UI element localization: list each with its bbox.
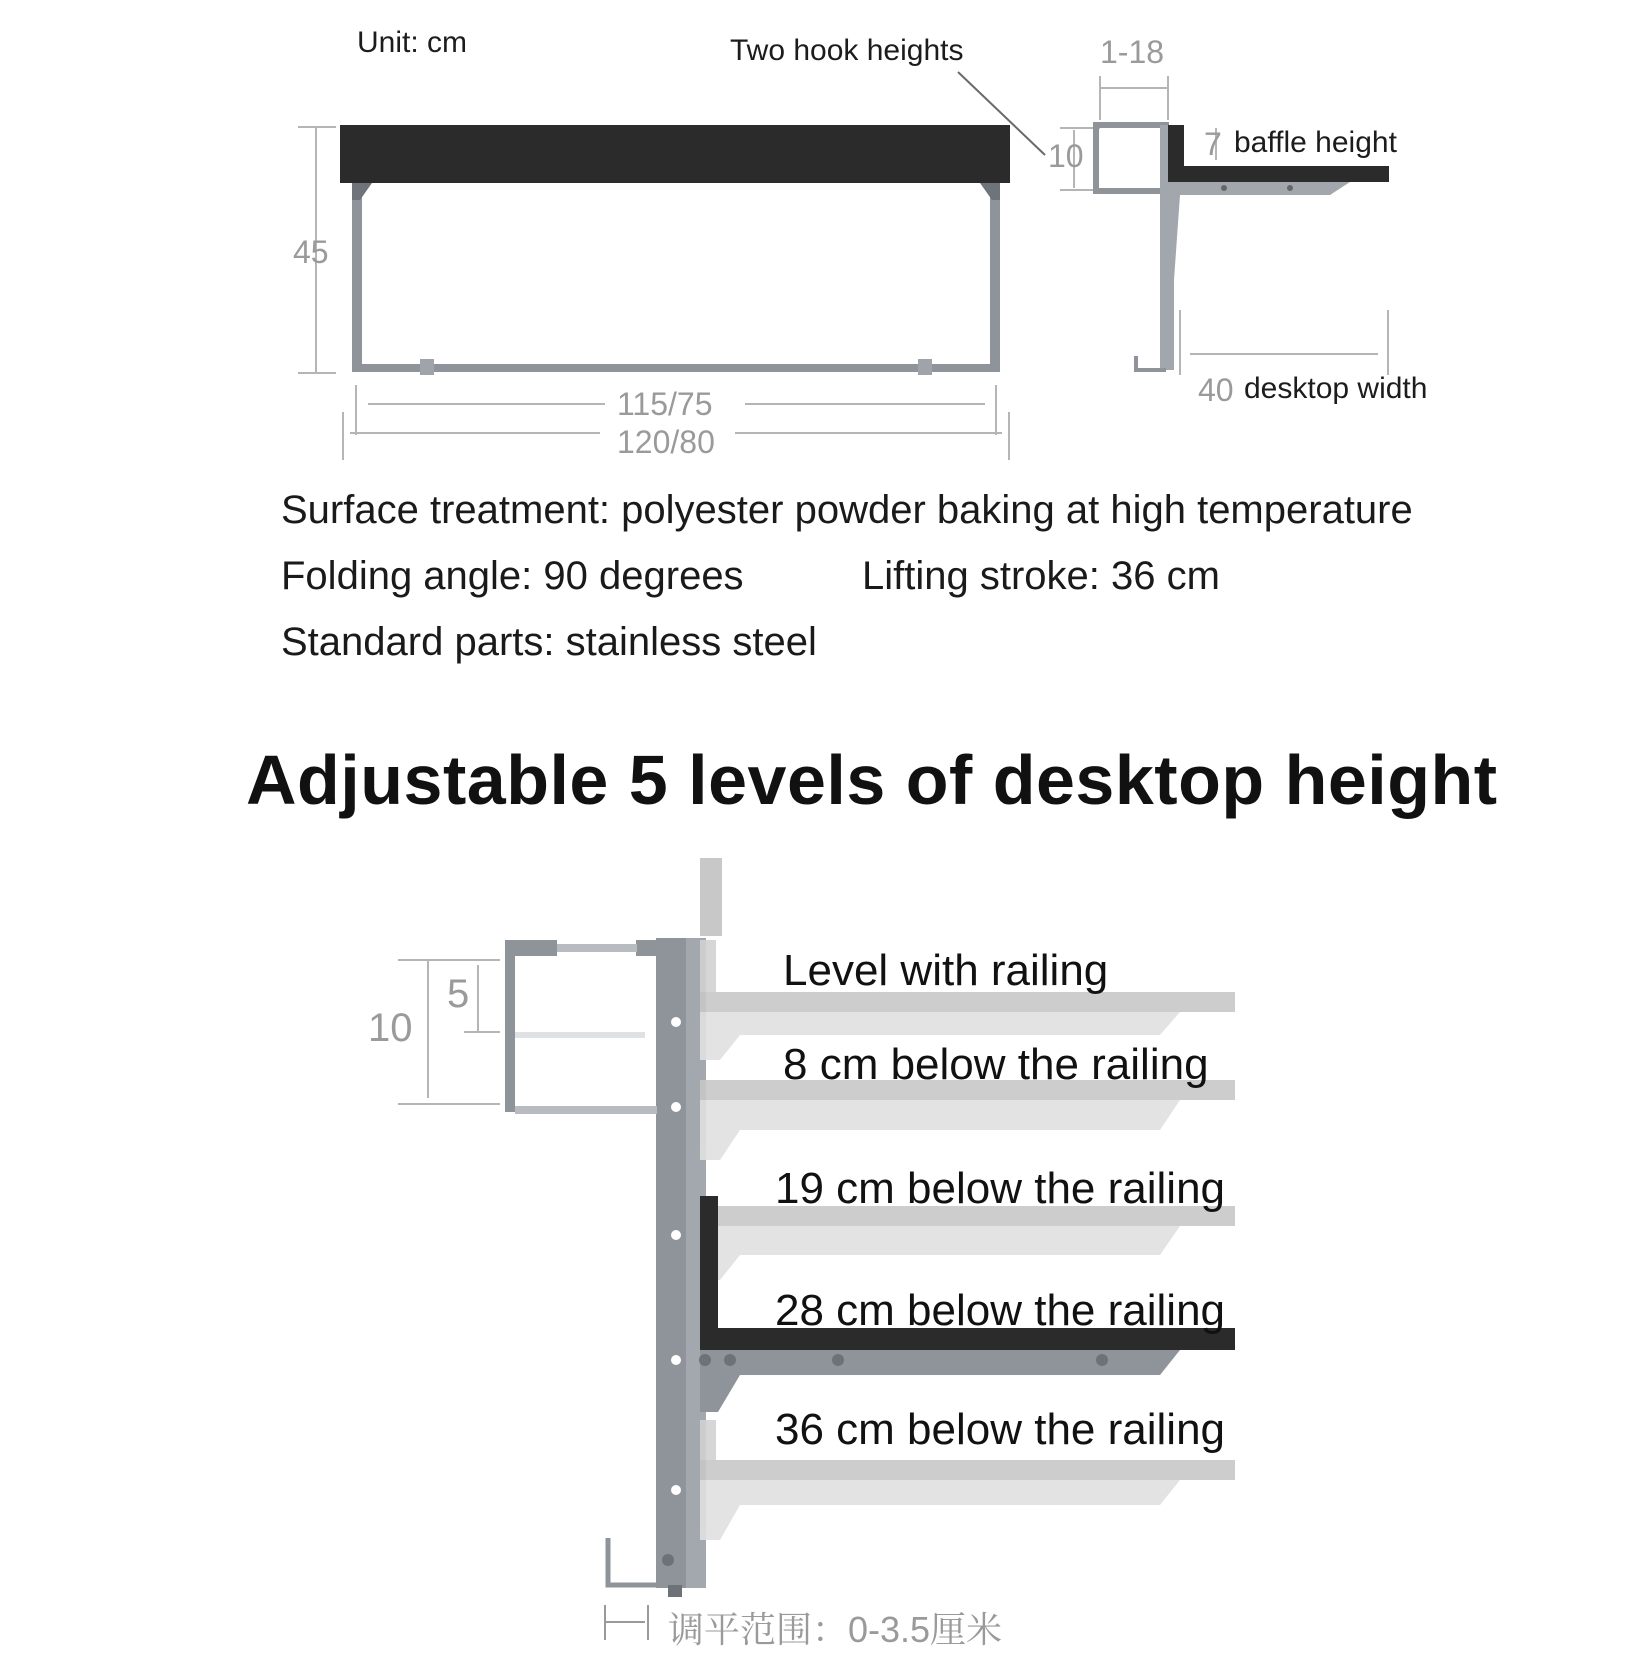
front-left-bracket xyxy=(352,183,362,368)
railing-hook-top-right xyxy=(636,940,658,956)
desk-level-3-bracket xyxy=(700,1226,1180,1280)
main-upright xyxy=(656,938,686,1588)
desk-level-5-baffle xyxy=(700,1420,716,1460)
desk-level-4-baffle xyxy=(700,1196,718,1328)
desk-level-2-bracket xyxy=(700,1100,1180,1160)
leveling-range-note: 调平范围：0-3.5厘米 xyxy=(668,1609,1003,1650)
surface-treatment-spec: Surface treatment: polyester powder baking at high temperature xyxy=(281,488,1413,532)
baffle-height-value: 7 xyxy=(1204,126,1222,162)
hook-height-value: 10 xyxy=(1048,138,1084,174)
upright-hole xyxy=(671,1230,681,1240)
desktop-width-value: 40 xyxy=(1198,372,1234,408)
ghost-upright-extension xyxy=(700,858,722,936)
desk-level-5-bracket xyxy=(700,1480,1180,1540)
level-label-4: 28 cm below the railing xyxy=(775,1286,1226,1335)
railing-hook-lower-bar xyxy=(515,1106,657,1114)
unit-label: Unit: cm xyxy=(357,26,468,59)
hook-range-value: 1-18 xyxy=(1100,34,1165,70)
inner-width-value: 115/75 xyxy=(617,386,713,422)
upright-foot-pad xyxy=(668,1585,682,1597)
front-desktop-board xyxy=(340,125,1010,183)
outer-width-value: 120/80 xyxy=(617,424,715,460)
upright-hole xyxy=(671,1355,681,1365)
folding-angle-spec: Folding angle: 90 degrees xyxy=(281,554,744,598)
desk-level-4-screw xyxy=(832,1354,844,1366)
desktop-width-label: desktop width xyxy=(1244,372,1428,405)
upright-hole xyxy=(662,1554,674,1566)
level-label-5: 36 cm below the railing xyxy=(775,1405,1226,1454)
level-label-3: 19 cm below the railing xyxy=(775,1164,1226,1213)
upright-foot-hook xyxy=(608,1538,656,1585)
front-bottom-rail xyxy=(352,364,1000,372)
desk-level-4-screw xyxy=(699,1354,711,1366)
front-right-bracket xyxy=(990,183,1000,368)
front-rail-clip-left xyxy=(420,359,434,375)
upright-hole xyxy=(671,1102,681,1112)
side-baffle xyxy=(1168,125,1184,169)
upright-hole xyxy=(671,1485,681,1495)
level-label-1: Level with railing xyxy=(783,946,1109,995)
side-screw xyxy=(1287,185,1293,191)
desk-level-4-screw xyxy=(724,1354,736,1366)
desk-level-4-bracket xyxy=(700,1350,1180,1412)
desk-level-5-board xyxy=(700,1460,1235,1480)
side-desktop-board xyxy=(1168,166,1389,182)
hook-inner-value: 5 xyxy=(447,972,470,1016)
section-heading: Adjustable 5 levels of desktop height xyxy=(246,741,1498,819)
upright-hole xyxy=(671,1017,681,1027)
hook-heights-label: Two hook heights xyxy=(730,34,964,67)
side-hook xyxy=(1096,125,1166,191)
desk-level-4-screw xyxy=(1096,1354,1108,1366)
lifting-stroke-spec: Lifting stroke: 36 cm xyxy=(862,554,1220,598)
side-screw xyxy=(1221,185,1227,191)
level-label-2: 8 cm below the railing xyxy=(783,1040,1209,1089)
side-support-bracket xyxy=(1168,182,1350,280)
standard-parts-spec: Standard parts: stainless steel xyxy=(281,620,817,664)
desk-level-1-baffle xyxy=(700,940,716,992)
railing-hook-mid-bar xyxy=(515,1032,645,1038)
height-value: 45 xyxy=(293,234,329,270)
baffle-height-label: baffle height xyxy=(1234,126,1397,159)
railing-hook-front xyxy=(505,940,515,1112)
railing-hook-bar xyxy=(557,944,637,952)
hook-outer-value: 10 xyxy=(368,1006,413,1050)
front-rail-clip-right xyxy=(918,359,932,375)
desk-level-2 xyxy=(700,1080,1235,1160)
